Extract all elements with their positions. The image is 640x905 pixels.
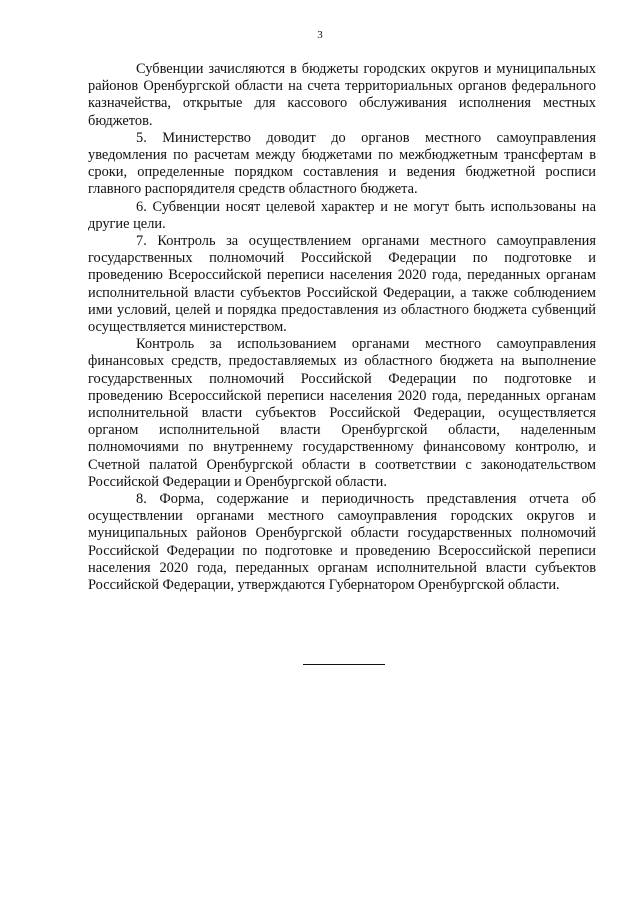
paragraph-item-5: 5. Министерство доводит до органов местного самоуправления уведомления по расчетам между бюджетами по межбюджетным трансфертам в сроки, определенные порядком составления и ведения бюджетной росписи главного распорядителя средств областного бюджета. [88,129,596,198]
document-body [88,61,596,594]
paragraph-item-6: 6. Субвенции носят целевой характер и не могут быть использованы на другие цели. [88,198,596,232]
paragraph-item-7: 7. Контроль за осуществлением органами местного самоуправления государственных полномочий Российской Федерации по подготовке и проведению Всероссийской переписи населения 2020 года, переданных органам исполнительной власти субъектов Российской Федерации, а также соблюдением ими условий, целей и порядка предоставления из областного бюджета субвенций осуществляется министерством. [88,233,596,336]
paragraph-financial-control: Контроль за использованием органами местного самоуправления финансовых средств, предоставляемых из областного бюджета на выполнение государственных полномочий Российской Федерации по подготовке и проведению Всероссийской переписи населения 2020 года, переданных органам исполнительной власти субъектов Российской Федерации, осуществляется органом исполнительной власти Оренбургской области, наделенным полномочиями по внутреннему государственному финансовому контролю, и Счетной палатой Оренбургской области в соответствии с законодательством Российской Федерации и Оренбургской области. [88,336,596,490]
paragraph-item-8: 8. Форма, содержание и периодичность представления отчета об осуществлении органами местного самоуправления городских округов и муниципальных районов Оренбургской области государственных полномочий Российской Федерации по подготовке и проведению Всероссийской переписи населения 2020 года, переданных органам исполнительной власти субъектов Российской Федерации, утверждаются Губернатором Оренбургской области. [88,491,596,594]
page-number: 3 [317,29,323,41]
end-separator-line [303,664,385,665]
paragraph-subventions-crediting: Субвенции зачисляются в бюджеты городских округов и муниципальных районов Оренбургской области на счета территориальных органов федерального казначейства, открытые для кассового обслуживания исполнения местных бюджетов. [88,61,596,129]
